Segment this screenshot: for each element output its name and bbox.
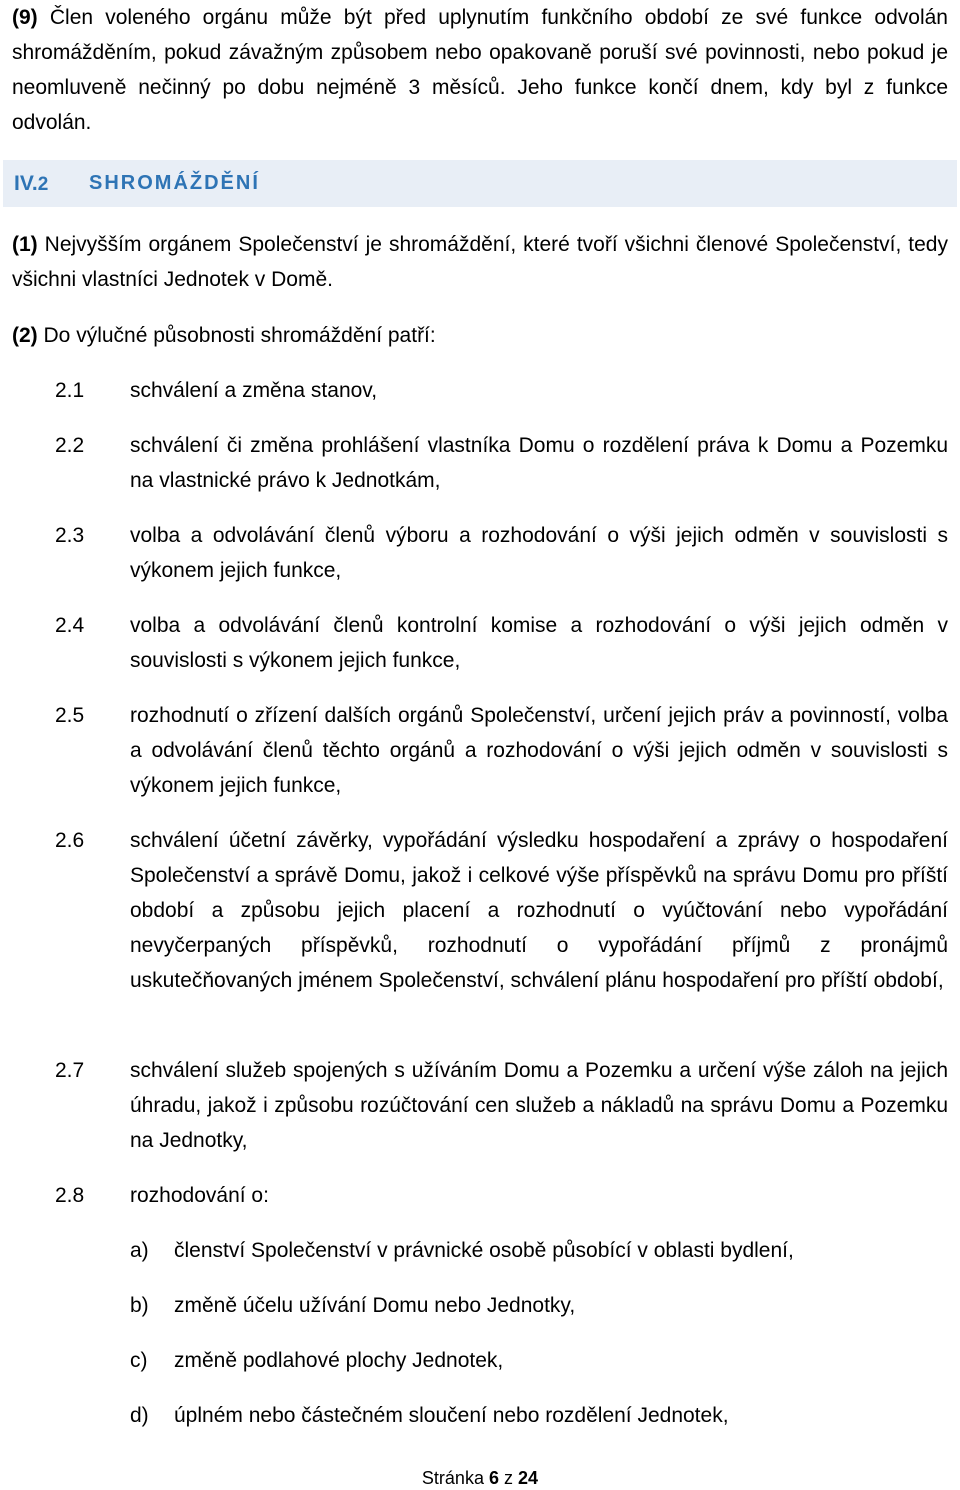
footer-page-number: 6 — [488, 1468, 499, 1488]
paragraph-text: Do výlučné působnosti shromáždění patří: — [43, 324, 436, 347]
page-footer — [0, 1466, 960, 1490]
item-text: rozhodování o: — [130, 1184, 269, 1207]
item-text: rozhodnutí o zřízení dalších orgánů Společenství, určení jejich práv a povinností, volba a odvolávání členů těchto orgánů a rozhodování o výši jejich odměn v souvislosti s výkonem jejich funkce, — [130, 704, 948, 797]
footer-page-total: 24 — [518, 1468, 539, 1488]
sub-item-letter: c) — [130, 1349, 148, 1372]
item-text: volba a odvolávání členů výboru a rozhodování o výši jejich odměn v souvislosti s výkonem jejich funkce, — [130, 524, 948, 582]
item-text: schválení či změna prohlášení vlastníka Domu o rozdělení práva k Domu a Pozemku na vlastnické právo k Jednotkám, — [130, 434, 948, 492]
list-item — [55, 608, 948, 678]
list-item — [55, 1053, 948, 1158]
item-text: schválení účetní závěrky, vypořádání výsledku hospodaření a zprávy o hospodaření Společenství a správě Domu, jakož i celkové výše příspěvků na správu Domu pro příští období a způsobu jejich placení a rozhodnutí o vyúčtování nebo vypořádání nevyčerpaných příspěvků, rozhodnutí o vypořádání příjmů z pronájmů uskutečňovaných jménem Společenství, schválení plánu hospodaření pro příští období, — [130, 829, 948, 992]
paragraph-label: (2) — [12, 324, 38, 347]
item-number: 2.4 — [55, 614, 85, 637]
sub-item-text: úplném nebo částečném sloučení nebo rozdělení Jednotek, — [174, 1404, 729, 1427]
footer-middle: z — [504, 1468, 514, 1488]
sub-item-letter: a) — [130, 1239, 149, 1262]
section-title: SHROMÁŽDĚNÍ — [89, 172, 260, 194]
list-item — [55, 373, 948, 408]
item-number: 2.8 — [55, 1184, 85, 1207]
sub-list-item — [130, 1288, 948, 1323]
sub-item-letter: b) — [130, 1294, 149, 1317]
paragraph-label: (9) — [12, 6, 38, 29]
paragraph-label: (1) — [12, 233, 38, 256]
sub-list-item — [130, 1343, 948, 1378]
list-item — [55, 428, 948, 498]
paragraph-1 — [12, 227, 948, 297]
item-number: 2.3 — [55, 524, 85, 547]
item-number: 2.7 — [55, 1059, 85, 1082]
item-text: volba a odvolávání členů kontrolní komise a rozhodování o výši jejich odměn v souvislosti s výkonem jejich funkce, — [130, 614, 948, 672]
item-number: 2.2 — [55, 434, 85, 457]
sub-item-text: změně účelu užívání Domu nebo Jednotky, — [174, 1294, 576, 1317]
list-item — [55, 823, 948, 998]
item-text: schválení a změna stanov, — [130, 379, 378, 402]
section-heading — [3, 160, 957, 207]
list-item — [55, 518, 948, 588]
paragraph-text: Nejvyšším orgánem Společenství je shromáždění, které tvoří všichni členové Společenství, tedy všichni vlastníci Jednotek v Domě. — [12, 233, 948, 291]
paragraph-2 — [12, 318, 948, 353]
sub-item-text: změně podlahové plochy Jednotek, — [174, 1349, 504, 1372]
list-item — [55, 698, 948, 803]
footer-prefix: Stránka — [421, 1468, 484, 1488]
item-number: 2.1 — [55, 379, 85, 402]
item-number: 2.5 — [55, 704, 85, 727]
paragraph-text: Člen voleného orgánu může být před uplynutím funkčního období ze své funkce odvolán shromážděním, pokud závažným způsobem nebo opakovaně poruší své povinnosti, nebo pokud je neomluveně nečinný po dobu nejméně 3 měsíců. Jeho funkce končí dnem, kdy byl z funkce odvolán. — [12, 6, 948, 134]
sub-list-item — [130, 1398, 948, 1433]
list-item — [55, 1178, 948, 1213]
paragraph-9 — [12, 0, 948, 140]
sub-item-text: členství Společenství v právnické osobě působící v oblasti bydlení, — [174, 1239, 794, 1262]
item-number: 2.6 — [55, 829, 85, 852]
section-number: IV.2 — [14, 171, 49, 195]
sub-list-item — [130, 1233, 948, 1268]
sub-item-letter: d) — [130, 1404, 149, 1427]
item-text: schválení služeb spojených s užíváním Domu a Pozemku a určení výše záloh na jejich úhradu, jakož i způsobu rozúčtování cen služeb a nákladů na správu Domu a Pozemku na Jednotky, — [130, 1059, 948, 1152]
